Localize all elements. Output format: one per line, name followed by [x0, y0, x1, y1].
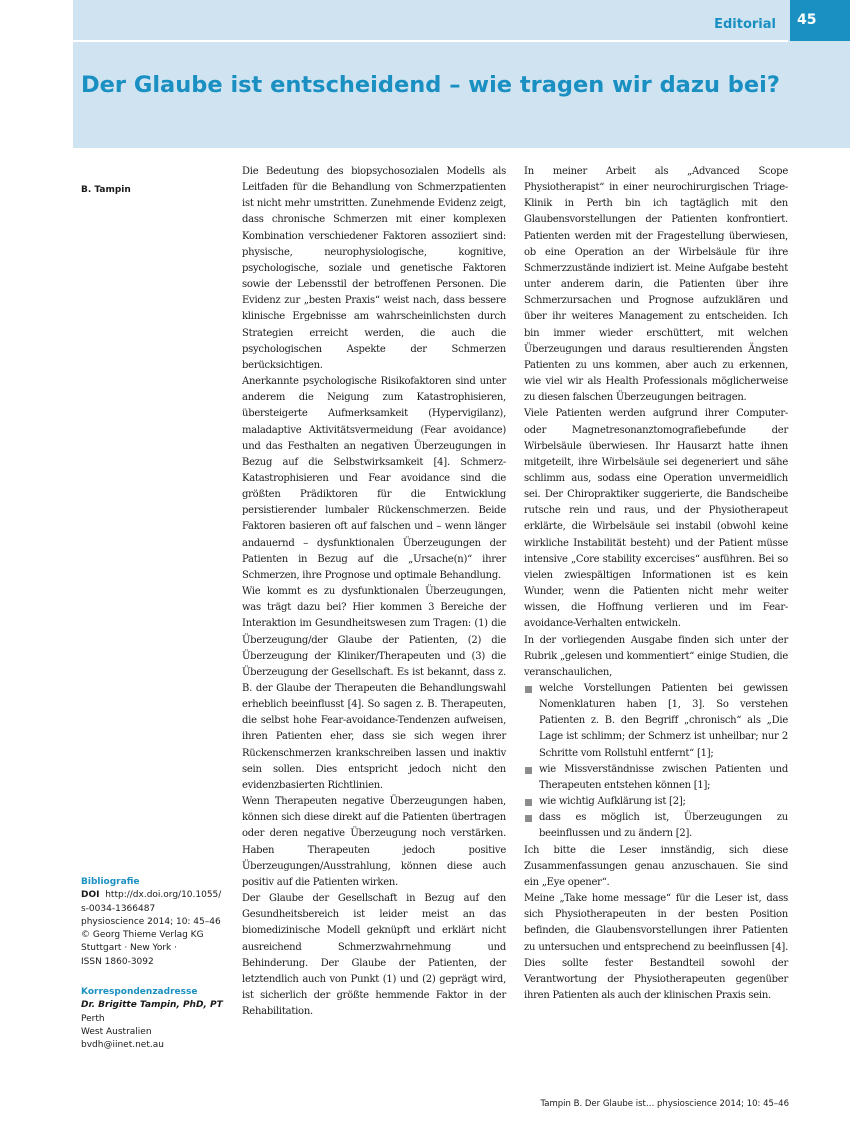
bullet-text: dass es möglich ist, Überzeugungen zu beeinflussen und zu ändern [2]. [539, 812, 788, 840]
bullet-item [524, 794, 788, 810]
page-number: 45 [790, 0, 850, 41]
article-title: Der Glaube ist entscheidend – wie tragen wir dazu bei? [81, 72, 780, 98]
bullet-text: wie Missverständnisse zwischen Patienten und Therapeuten entstehen können [1]; [539, 763, 788, 791]
header-divider [73, 40, 788, 42]
correspondence-block [81, 986, 231, 1052]
page-footer: Tampin B. Der Glaube ist… physioscience 2014; 10: 45–46 [540, 1099, 789, 1109]
bullet-list [524, 681, 788, 843]
doi-label: DOI [81, 890, 100, 901]
paragraph: Viele Patienten werden aufgrund ihrer Computer- oder Magnetresonanztomografiebefunde der Wirbelsäule überwiesen. Ihr Hausarzt hatte ihnen mitgeteilt, ihre Wirbelsäule sei degeneriert und sähe schlimm aus, sodass eine Operation unvermeidlich sei. Der Chiropraktiker suggerierte, die Bandscheibe rutsche rein und raus, und der Physiotherapeut erklärte, die Wirbelsäule sei instabil (obwohl keine wirkliche Instabilität besteht) und der Patient müsse intensive „Core stability excercises“ ausführen. Bei so vielen zwiespältigen Informationen ist es kein Wunder, wenn die Patienten nicht mehr weiter wissen, die Hoffnung verlieren und im Fear-avoidance-Verhalten entwickeln. [524, 408, 788, 630]
doi-link-continued[interactable]: s-0034-1366487 [81, 903, 156, 914]
paragraph: Meine „Take home message“ für die Leser ist, dass sich Physiotherapeuten in der besten Position befinden, die Glaubensvorstellungen ihrer Patienten zu untersuchen und entsprechend zu beeinflussen [4]. Dies sollte fester Bestandteil sowohl der Verantwortung der Physiotherapeuten gegenüber ihren Patienten als auch der klinischen Praxis sein. [524, 893, 788, 1001]
doi-line [81, 889, 231, 902]
correspondence-heading: Korrespondenzadresse [81, 987, 198, 997]
paragraph: Wenn Therapeuten negative Überzeugungen haben, können sich diese direkt auf die Patienten übertragen oder deren negative Überzeugung noch verstärken. Haben Therapeuten jedoch positive Überzeugungen/Ausstrahlung, können diese auch positiv auf die Patienten wirken. [242, 796, 506, 888]
bullet-square-icon [525, 815, 532, 822]
bibliography-block [81, 876, 231, 969]
text-column-left [242, 164, 506, 1020]
correspondence-region: West Australien [81, 1026, 152, 1037]
paragraph: In meiner Arbeit als „Advanced Scope Physiotherapist“ in einer neurochirurgischen Triage-Klinik in Perth bin ich tagtäglich mit den Glaubensvorstellungen der Patienten konfrontiert. Patienten werden mit der Fragestellung überwiesen, ob eine Operation an der Wirbelsäule für ihre Schmerzzustände indiziert ist. Meine Aufgabe besteht unter anderem darin, die Patienten über ihre Schmerzursachen und Prognose aufzuklären und über ihr weiteres Management zu entscheiden. Ich bin immer wieder erschüttert, mit welchen Überzeugungen und daraus resultierenden Ängsten Patienten zu uns kommen, aber auch zu erkennen, wie viel wir als Health Professionals möglicherweise zu diesen falschen Überzeugungen beitragen. [524, 166, 788, 404]
section-label: Editorial [714, 17, 776, 32]
paragraph: Ich bitte die Leser innständig, sich diese Zusammenfassungen genau anzuschauen. Sie sind ein „Eye opener“. [524, 844, 788, 888]
bullet-square-icon [525, 767, 532, 774]
bullet-item [524, 762, 788, 794]
journal-citation: physioscience 2014; 10: 45–46 [81, 916, 221, 927]
paragraph: Der Glaube der Gesellschaft in Bezug auf den Gesundheitsbereich ist leider meist an das biomedizinische Modell geknüpft und erklärt nicht ausreichend Schmerzwahrnehmung und Behinderung. Der Glaube der Patienten, der letztendlich auch von Punkt (1) und (2) geprägt wird, ist sicherlich der größte hemmende Faktor in der Rehabilitation. [242, 893, 506, 1018]
correspondence-city: Perth [81, 1013, 105, 1024]
bullet-text: welche Vorstellungen Patienten bei gewissen Nomenklaturen haben [1, 3]. So verstehen Patienten z. B. den Begriff „chronisch“ als „Die Lage ist schlimm; der Schmerz ist unheilbar; nur 2 Schritte vom Rollstuhl entfernt“ [1]; [539, 683, 788, 759]
copyright: © Georg Thieme Verlag KG [81, 930, 204, 941]
doi-link[interactable]: http://dx.doi.org/10.1055/ [105, 890, 222, 901]
bullet-item [524, 810, 788, 842]
issn: ISSN 1860-3092 [81, 956, 154, 967]
paragraph: Anerkannte psychologische Risikofaktoren sind unter anderem die Neigung zum Katastrophisieren, übersteigerte Aufmerksamkeit (Hypervigilanz), maladaptive Aktivitätsvermeidung (Fear avoidance) und das Festhalten an negativen Überzeugungen in Bezug auf die Selbstwirksamkeit [4]. Schmerz-Katastrophisieren und Fear avoidance sind die größten Prädiktoren für die Entwicklung persistierender lumbaler Rückenschmerzen. Beide Faktoren basieren oft auf falschen und – wenn länger andauernd – dysfunktionalen Überzeugungen der Patienten in Bezug auf die „Ursache(n)“ ihrer Schmerzen, ihre Prognose und optimale Behandlung. [242, 376, 506, 581]
bullet-square-icon [525, 686, 532, 693]
paragraph: In der vorliegenden Ausgabe finden sich unter der Rubrik „gelesen und kommentiert“ einige Studien, die veranschaulichen, [524, 634, 788, 678]
bibliography-heading: Bibliografie [81, 877, 140, 887]
author-name: B. Tampin [81, 185, 131, 195]
bullet-item [524, 681, 788, 762]
correspondence-name: Dr. Brigitte Tampin, PhD, PT [81, 1000, 223, 1011]
correspondence-email[interactable]: bvdh@iinet.net.au [81, 1040, 164, 1051]
bullet-text: wie wichtig Aufklärung ist [2]; [539, 796, 686, 808]
paragraph: Die Bedeutung des biopsychosozialen Modells als Leitfaden für die Behandlung von Schmerzpatienten ist nicht mehr umstritten. Zunehmende Evidenz zeigt, dass chronische Schmerzen mit einer komplexen Kombination verschiedener Faktoren assoziiert sind: physische, neurophysiologische, kognitive, psychologische, soziale und genetische Faktoren sowie der Lebensstil der betroffenen Personen. Die Evidenz zur „besten Praxis“ weist nach, dass bessere klinische Ergebnisse am wahrscheinlichsten durch Strategien erreicht werden, die auch die psychologischen Aspekte der Schmerzen berücksichtigen. [242, 166, 506, 371]
bullet-square-icon [525, 799, 532, 806]
publisher-cities: Stuttgart · New York · [81, 943, 177, 954]
paragraph: Wie kommt es zu dysfunktionalen Überzeugungen, was trägt dazu bei? Hier kommen 3 Bereiche der Interaktion im Gesundheitswesen zum Tragen: (1) die Überzeugung/der Glaube der Patienten, (2) die Überzeugung der Kliniker/Therapeuten und (3) die Überzeugung der Gesellschaft. Es ist bekannt, dass z. B. der Glaube der Therapeuten die Behandlungswahl erheblich beeinflusst [4]. So sagen z. B. Therapeuten, die selbst hohe Fear-avoidance-Tendenzen aufweisen, ihren Patienten eher, dass sie sich wegen ihrer Rückenschmerzen krankschreiben lassen und inaktiv sein sollen. Dies entspricht jedoch nicht den evidenzbasierten Richtlinien. [242, 586, 506, 791]
text-column-right [524, 164, 788, 1004]
